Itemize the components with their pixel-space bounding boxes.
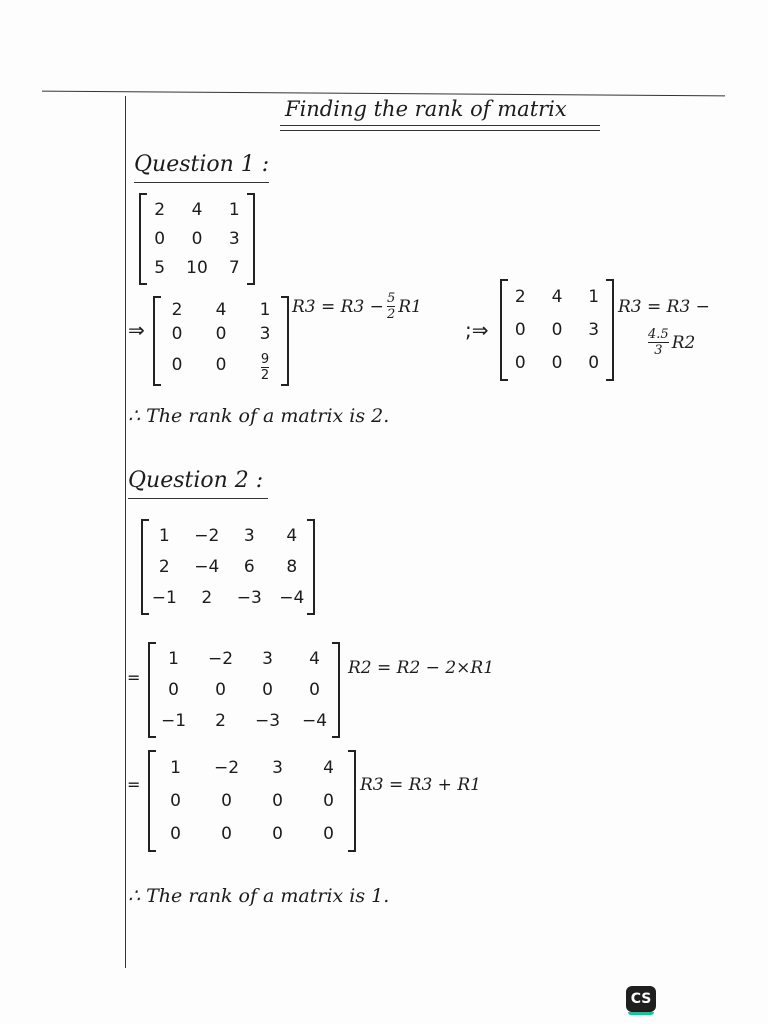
matrix-cell: −1 bbox=[160, 710, 187, 731]
matrix-cell: 0 bbox=[323, 823, 334, 844]
matrix-cell: −4 bbox=[301, 710, 328, 731]
matrix-cell: 0 bbox=[309, 679, 320, 700]
matrix-cell: 0 bbox=[551, 352, 563, 373]
matrix-cell: 0 bbox=[170, 823, 181, 844]
matrix-cell: 0 bbox=[171, 324, 183, 344]
page-title: Finding the rank of matrix bbox=[285, 97, 567, 121]
matrix-cell: −4 bbox=[279, 587, 305, 608]
matrix-cell: 0 bbox=[551, 319, 563, 340]
matrix-cell: −4 bbox=[194, 556, 220, 577]
matrix-cell: 4 bbox=[309, 649, 320, 670]
matrix-cell: 0 bbox=[514, 319, 526, 340]
q1-matrix-original bbox=[139, 195, 255, 283]
matrix-cell: −2 bbox=[213, 758, 240, 779]
matrix-cell: 0 bbox=[588, 352, 600, 373]
matrix-cell: 2 bbox=[154, 199, 166, 220]
q2-row-operation-2: R3 = R3 + R1 bbox=[360, 775, 481, 795]
question-2-underline bbox=[128, 498, 268, 499]
matrix-cell: 3 bbox=[259, 324, 271, 344]
separator-arrow: ;⇒ bbox=[465, 318, 489, 342]
camscanner-logo: CS bbox=[626, 986, 656, 1012]
matrix-cell: 1 bbox=[228, 199, 240, 220]
margin-rule bbox=[125, 96, 126, 968]
matrix-cell: 8 bbox=[286, 556, 298, 577]
matrix-cell: 2 bbox=[514, 287, 526, 308]
equals-sign: = bbox=[127, 775, 141, 794]
matrix-cell: 0 bbox=[262, 679, 273, 700]
matrix-cell: $\frac{9}{2}$ bbox=[260, 352, 270, 383]
matrix-cell: 2 bbox=[171, 300, 183, 320]
matrix-cell: 3 bbox=[243, 526, 255, 547]
matrix-cell: 3 bbox=[262, 649, 273, 670]
title-underline bbox=[280, 130, 600, 131]
top-rule bbox=[42, 91, 725, 97]
matrix-cell: 3 bbox=[272, 758, 283, 779]
q2-conclusion: ∴ The rank of a matrix is 1. bbox=[128, 885, 390, 907]
matrix-cell: −1 bbox=[151, 587, 177, 608]
matrix-cell: 0 bbox=[191, 228, 203, 249]
q1-matrix-step1 bbox=[153, 298, 289, 384]
implies-arrow: ⇒ bbox=[128, 318, 145, 342]
matrix-cell: 0 bbox=[154, 228, 166, 249]
question-2-heading: Question 2 : bbox=[128, 468, 264, 493]
matrix-cell: −2 bbox=[194, 526, 220, 547]
q1-conclusion: ∴ The rank of a matrix is 2. bbox=[128, 405, 390, 427]
matrix-cell: 2 bbox=[201, 587, 213, 608]
matrix-cell: 0 bbox=[221, 790, 232, 811]
matrix-cell: 0 bbox=[272, 823, 283, 844]
q2-matrix-step2 bbox=[148, 752, 356, 850]
q2-row-operation-1: R2 = R2 − 2×R1 bbox=[348, 658, 495, 678]
matrix-cell: 0 bbox=[514, 352, 526, 373]
matrix-cell: 0 bbox=[170, 790, 181, 811]
matrix-cell: −3 bbox=[254, 710, 281, 731]
matrix-cell: 0 bbox=[168, 679, 179, 700]
matrix-cell: 4 bbox=[323, 758, 334, 779]
matrix-cell: 0 bbox=[171, 355, 183, 375]
matrix-cell: 4 bbox=[215, 300, 227, 320]
matrix-cell: 0 bbox=[215, 355, 227, 375]
matrix-cell: 1 bbox=[259, 300, 271, 320]
matrix-cell: 1 bbox=[170, 758, 181, 779]
matrix-cell: 1 bbox=[168, 649, 179, 670]
matrix-cell: −2 bbox=[207, 649, 234, 670]
matrix-cell: 6 bbox=[243, 556, 255, 577]
equals-sign: = bbox=[127, 668, 141, 687]
q2-matrix-original bbox=[141, 521, 315, 613]
title-underline bbox=[280, 125, 600, 126]
question-1-heading: Question 1 : bbox=[134, 152, 270, 177]
q1-row-operation-2-lhs: R3 = R3 − bbox=[618, 297, 710, 317]
matrix-cell: 1 bbox=[588, 287, 600, 308]
matrix-cell: 2 bbox=[215, 710, 226, 731]
matrix-cell: 0 bbox=[272, 790, 283, 811]
matrix-cell: 4 bbox=[286, 526, 298, 547]
matrix-cell: 0 bbox=[323, 790, 334, 811]
matrix-cell: 0 bbox=[215, 324, 227, 344]
matrix-cell: 3 bbox=[588, 319, 600, 340]
q2-matrix-step1 bbox=[148, 644, 340, 736]
matrix-cell: 0 bbox=[215, 679, 226, 700]
q1-row-operation-1: R3 = R3 − $\frac{5}{2}$ R1 bbox=[292, 291, 422, 322]
question-1-underline bbox=[134, 182, 269, 183]
matrix-cell: 7 bbox=[228, 258, 240, 279]
q1-row-operation-2-rhs: $\frac{4.5}{3}$ R2 bbox=[648, 327, 696, 358]
matrix-cell: 0 bbox=[221, 823, 232, 844]
matrix-cell: 5 bbox=[154, 258, 166, 279]
matrix-cell: 3 bbox=[228, 228, 240, 249]
matrix-cell: −3 bbox=[236, 587, 262, 608]
matrix-cell: 2 bbox=[158, 556, 170, 577]
q1-matrix-step2 bbox=[500, 281, 614, 379]
matrix-cell: 10 bbox=[186, 258, 208, 279]
matrix-cell: 1 bbox=[158, 526, 170, 547]
matrix-cell: 4 bbox=[551, 287, 563, 308]
matrix-cell: 4 bbox=[191, 199, 203, 220]
